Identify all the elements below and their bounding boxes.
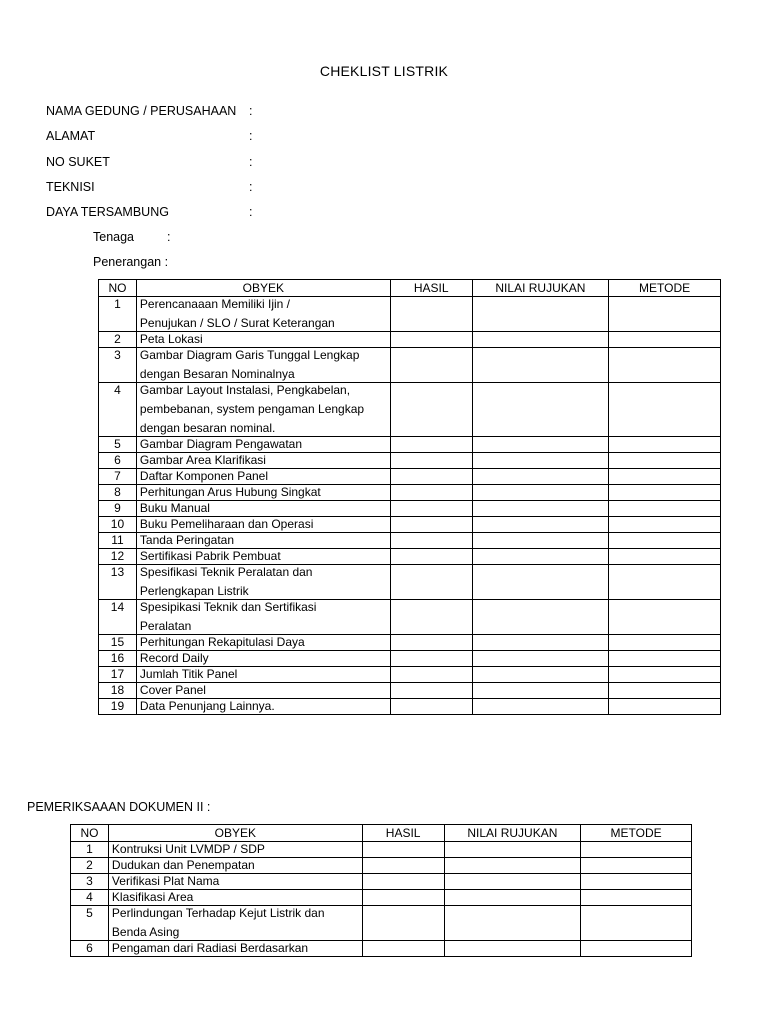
table-row [99, 485, 721, 501]
obyek-cell [136, 549, 390, 565]
obyek-cell [136, 348, 390, 383]
field-colon: : [249, 180, 253, 194]
metode-cell[interactable] [581, 858, 692, 874]
row-number: 4 [71, 890, 109, 906]
table-row [99, 600, 721, 635]
column-header: NO [71, 825, 109, 842]
nilai-rujukan-cell[interactable] [444, 906, 581, 941]
obyek-text: Penujukan / SLO / Surat Keterangan [139, 316, 335, 330]
obyek-text: dengan besaran nominal. [139, 421, 276, 435]
obyek-cell [108, 842, 362, 858]
obyek-text: Benda Asing [111, 925, 180, 939]
field-colon: : [249, 155, 253, 169]
obyek-text: Peta Lokasi [139, 332, 203, 346]
hasil-cell[interactable] [390, 517, 472, 533]
obyek-text: Spesifikasi Teknik Peralatan dan [139, 565, 313, 579]
table-row [99, 533, 721, 549]
hasil-cell[interactable] [390, 297, 472, 332]
nilai-rujukan-cell[interactable] [472, 533, 609, 549]
metode-cell[interactable] [581, 890, 692, 906]
nilai-rujukan-cell[interactable] [472, 651, 609, 667]
metode-cell[interactable] [609, 600, 721, 635]
nilai-rujukan-cell[interactable] [472, 437, 609, 453]
table-row [99, 297, 721, 332]
hasil-cell[interactable] [390, 437, 472, 453]
obyek-cell [136, 383, 390, 437]
obyek-text: Perlengkapan Listrik [139, 584, 249, 598]
obyek-text: Perlindungan Terhadap Kejut Listrik dan [111, 906, 325, 920]
hasil-cell[interactable] [390, 651, 472, 667]
row-number: 17 [99, 667, 137, 683]
obyek-text: Klasifikasi Area [111, 890, 194, 904]
column-header: HASIL [362, 825, 444, 842]
hasil-cell[interactable] [390, 485, 472, 501]
obyek-text: Verifikasi Plat Nama [111, 874, 220, 888]
obyek-text: Sertifikasi Pabrik Pembuat [139, 549, 281, 563]
table-row [99, 348, 721, 383]
obyek-text: dengan Besaran Nominalnya [139, 367, 295, 381]
obyek-cell [108, 906, 362, 941]
table-header-row [71, 825, 692, 842]
row-number: 5 [99, 437, 137, 453]
metode-cell[interactable] [609, 453, 721, 469]
hasil-cell[interactable] [390, 533, 472, 549]
checklist-table-1 [98, 279, 721, 715]
nilai-rujukan-cell[interactable] [472, 517, 609, 533]
table-row [99, 453, 721, 469]
hasil-cell[interactable] [362, 906, 444, 941]
obyek-text: Kontruksi Unit LVMDP / SDP [111, 842, 265, 856]
metode-cell[interactable] [609, 635, 721, 651]
obyek-text: Daftar Komponen Panel [139, 469, 269, 483]
hasil-cell[interactable] [390, 501, 472, 517]
metode-cell[interactable] [609, 501, 721, 517]
row-number: 4 [99, 383, 137, 437]
obyek-text: Spesipikasi Teknik dan Sertifikasi [139, 600, 317, 614]
obyek-cell [136, 453, 390, 469]
metode-cell[interactable] [609, 549, 721, 565]
table-header-row [99, 280, 721, 297]
table-row [71, 874, 692, 890]
obyek-text: Perhitungan Rekapitulasi Daya [139, 635, 305, 649]
nilai-rujukan-cell[interactable] [472, 635, 609, 651]
hasil-cell[interactable] [362, 874, 444, 890]
table-row [99, 635, 721, 651]
hasil-cell[interactable] [390, 332, 472, 348]
field-colon: : [249, 129, 253, 143]
nilai-rujukan-cell[interactable] [472, 501, 609, 517]
nilai-rujukan-cell[interactable] [472, 453, 609, 469]
nilai-rujukan-cell[interactable] [472, 600, 609, 635]
column-header: METODE [609, 280, 721, 297]
hasil-cell[interactable] [390, 549, 472, 565]
obyek-text: Perencanaaan Memiliki Ijin / [139, 297, 290, 311]
checklist-table-2 [70, 824, 692, 957]
table-row [99, 565, 721, 600]
row-number: 12 [99, 549, 137, 565]
field-label: ALAMAT [46, 129, 96, 143]
obyek-text: Record Daily [139, 651, 209, 665]
obyek-cell [136, 699, 390, 715]
table-row [71, 941, 692, 957]
row-number: 13 [99, 565, 137, 600]
obyek-text: Gambar Layout Instalasi, Pengkabelan, [139, 383, 351, 397]
metode-cell[interactable] [609, 297, 721, 332]
table-row [99, 651, 721, 667]
metode-cell[interactable] [609, 469, 721, 485]
row-number: 18 [99, 683, 137, 699]
table-row [99, 699, 721, 715]
obyek-text: Cover Panel [139, 683, 206, 697]
row-number: 14 [99, 600, 137, 635]
row-number: 1 [99, 297, 137, 332]
column-header: OBYEK [108, 825, 362, 842]
obyek-text: Jumlah Titik Panel [139, 667, 238, 681]
field-colon: : [249, 104, 253, 118]
obyek-text: Gambar Diagram Pengawatan [139, 437, 303, 451]
obyek-text: Data Penunjang Lainnya. [139, 699, 275, 713]
field-label: DAYA TERSAMBUNG [46, 205, 169, 219]
metode-cell[interactable] [609, 348, 721, 383]
obyek-text: Buku Manual [139, 501, 210, 515]
field-label: NAMA GEDUNG / PERUSAHAAN [46, 104, 237, 118]
hasil-cell[interactable] [390, 699, 472, 715]
section-title: PEMERIKSAAAN DOKUMEN II : [27, 800, 211, 814]
metode-cell[interactable] [609, 667, 721, 683]
obyek-cell [136, 565, 390, 600]
hasil-cell[interactable] [390, 348, 472, 383]
table-row [99, 332, 721, 348]
nilai-rujukan-cell[interactable] [472, 348, 609, 383]
hasil-cell[interactable] [390, 565, 472, 600]
metode-cell[interactable] [609, 383, 721, 437]
hasil-cell[interactable] [390, 453, 472, 469]
nilai-rujukan-cell[interactable] [444, 842, 581, 858]
obyek-cell [108, 941, 362, 957]
table-row [99, 469, 721, 485]
column-header: NILAI RUJUKAN [472, 280, 609, 297]
nilai-rujukan-cell[interactable] [444, 858, 581, 874]
subfield-colon: : [167, 230, 171, 244]
field-colon: : [249, 205, 253, 219]
table-row [99, 549, 721, 565]
obyek-cell [108, 874, 362, 890]
column-header: NILAI RUJUKAN [444, 825, 581, 842]
metode-cell[interactable] [609, 699, 721, 715]
row-number: 3 [71, 874, 109, 890]
table-row [99, 517, 721, 533]
obyek-cell [108, 890, 362, 906]
nilai-rujukan-cell[interactable] [472, 297, 609, 332]
row-number: 3 [99, 348, 137, 383]
row-number: 19 [99, 699, 137, 715]
nilai-rujukan-cell[interactable] [444, 890, 581, 906]
hasil-cell[interactable] [390, 635, 472, 651]
subfield-label: Penerangan : [93, 255, 169, 269]
metode-cell[interactable] [581, 842, 692, 858]
metode-cell[interactable] [609, 565, 721, 600]
nilai-rujukan-cell[interactable] [472, 683, 609, 699]
row-number: 15 [99, 635, 137, 651]
row-number: 16 [99, 651, 137, 667]
table-row [71, 842, 692, 858]
obyek-cell [136, 501, 390, 517]
column-header: HASIL [390, 280, 472, 297]
column-header: NO [99, 280, 137, 297]
row-number: 6 [71, 941, 109, 957]
obyek-cell [136, 332, 390, 348]
row-number: 7 [99, 469, 137, 485]
row-number: 1 [71, 842, 109, 858]
nilai-rujukan-cell[interactable] [472, 565, 609, 600]
hasil-cell[interactable] [390, 683, 472, 699]
obyek-text: Dudukan dan Penempatan [111, 858, 255, 872]
table-row [99, 667, 721, 683]
table-row [99, 683, 721, 699]
metode-cell[interactable] [581, 874, 692, 890]
row-number: 11 [99, 533, 137, 549]
metode-cell[interactable] [609, 683, 721, 699]
obyek-cell [136, 667, 390, 683]
obyek-text: Buku Pemeliharaan dan Operasi [139, 517, 314, 531]
hasil-cell[interactable] [362, 842, 444, 858]
metode-cell[interactable] [581, 941, 692, 957]
nilai-rujukan-cell[interactable] [472, 383, 609, 437]
nilai-rujukan-cell[interactable] [472, 485, 609, 501]
metode-cell[interactable] [609, 437, 721, 453]
field-label: NO SUKET [46, 155, 110, 169]
table-row [99, 437, 721, 453]
hasil-cell[interactable] [390, 667, 472, 683]
obyek-cell [136, 533, 390, 549]
metode-cell[interactable] [609, 485, 721, 501]
obyek-text: Tanda Peringatan [139, 533, 234, 547]
obyek-text: Pengaman dari Radiasi Berdasarkan [111, 941, 309, 955]
row-number: 8 [99, 485, 137, 501]
hasil-cell[interactable] [390, 600, 472, 635]
row-number: 5 [71, 906, 109, 941]
obyek-text: pembebanan, system pengaman Lengkap [139, 402, 365, 416]
obyek-cell [136, 635, 390, 651]
nilai-rujukan-cell[interactable] [444, 874, 581, 890]
nilai-rujukan-cell[interactable] [472, 699, 609, 715]
hasil-cell[interactable] [362, 858, 444, 874]
row-number: 9 [99, 501, 137, 517]
table-row [99, 383, 721, 437]
row-number: 2 [99, 332, 137, 348]
obyek-text: Perhitungan Arus Hubung Singkat [139, 485, 321, 499]
obyek-cell [136, 517, 390, 533]
obyek-cell [136, 297, 390, 332]
obyek-cell [136, 437, 390, 453]
row-number: 2 [71, 858, 109, 874]
nilai-rujukan-cell[interactable] [472, 332, 609, 348]
row-number: 6 [99, 453, 137, 469]
nilai-rujukan-cell[interactable] [472, 667, 609, 683]
obyek-cell [136, 683, 390, 699]
nilai-rujukan-cell[interactable] [444, 941, 581, 957]
metode-cell[interactable] [609, 332, 721, 348]
obyek-cell [108, 858, 362, 874]
hasil-cell[interactable] [390, 469, 472, 485]
table-row [71, 858, 692, 874]
metode-cell[interactable] [609, 533, 721, 549]
obyek-text: Gambar Area Klarifikasi [139, 453, 266, 467]
obyek-cell [136, 485, 390, 501]
hasil-cell[interactable] [362, 941, 444, 957]
metode-cell[interactable] [609, 651, 721, 667]
hasil-cell[interactable] [362, 890, 444, 906]
nilai-rujukan-cell[interactable] [472, 549, 609, 565]
nilai-rujukan-cell[interactable] [472, 469, 609, 485]
metode-cell[interactable] [609, 517, 721, 533]
table-row [71, 906, 692, 941]
obyek-cell [136, 600, 390, 635]
obyek-cell [136, 651, 390, 667]
column-header: METODE [581, 825, 692, 842]
table-row [99, 501, 721, 517]
obyek-text: Peralatan [139, 619, 192, 633]
row-number: 10 [99, 517, 137, 533]
metode-cell[interactable] [581, 906, 692, 941]
page-title: CHEKLIST LISTRIK [319, 63, 449, 79]
field-label: TEKNISI [46, 180, 95, 194]
subfield-label: Tenaga [93, 230, 135, 244]
hasil-cell[interactable] [390, 383, 472, 437]
column-header: OBYEK [136, 280, 390, 297]
table-row [71, 890, 692, 906]
obyek-text: Gambar Diagram Garis Tunggal Lengkap [139, 348, 360, 362]
obyek-cell [136, 469, 390, 485]
